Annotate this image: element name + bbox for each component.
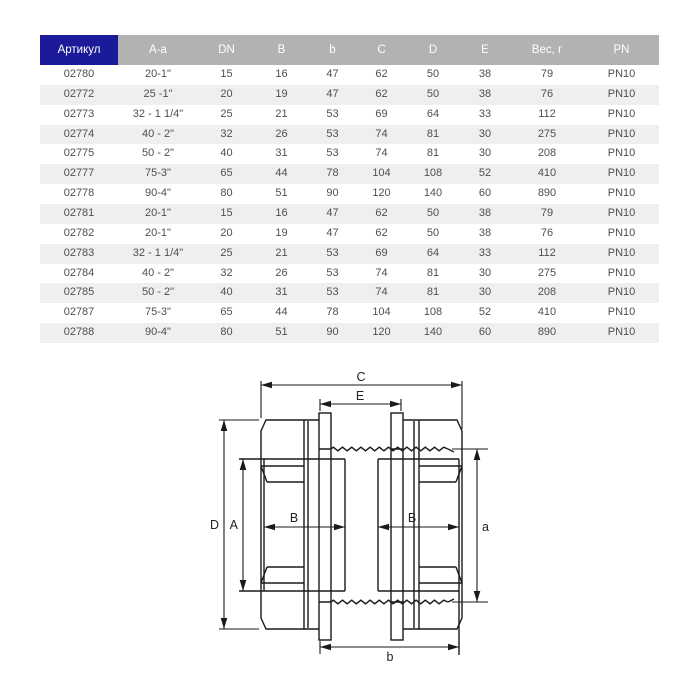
- table-cell: 30: [460, 125, 510, 145]
- table-cell: 38: [460, 85, 510, 105]
- table-cell: 62: [357, 65, 406, 85]
- table-cell: 64: [406, 105, 460, 125]
- table-cell: 50: [406, 85, 460, 105]
- table-cell: 75-3": [118, 164, 198, 184]
- table-cell: PN10: [584, 164, 659, 184]
- table-cell: 90-4": [118, 323, 198, 343]
- table-cell: 32: [198, 125, 255, 145]
- table-cell: 02781: [40, 204, 118, 224]
- table-cell: 90: [308, 184, 357, 204]
- dim-label-bore-width-left: B: [289, 511, 299, 525]
- table-cell: 32 - 1 1/4": [118, 244, 198, 264]
- table-cell: PN10: [584, 264, 659, 284]
- table-cell: 02778: [40, 184, 118, 204]
- table-cell: PN10: [584, 283, 659, 303]
- table-cell: 120: [357, 323, 406, 343]
- table-cell: 50: [406, 224, 460, 244]
- table-cell: 30: [460, 264, 510, 284]
- table-cell: 40 - 2": [118, 264, 198, 284]
- table-cell: 112: [510, 244, 584, 264]
- table-cell: 52: [460, 164, 510, 184]
- table-cell: 62: [357, 204, 406, 224]
- table-cell: 02788: [40, 323, 118, 343]
- table-cell: 26: [255, 125, 308, 145]
- table-cell: 410: [510, 303, 584, 323]
- dim-label-overall-length: C: [356, 370, 366, 384]
- table-cell: 02774: [40, 125, 118, 145]
- table-cell: PN10: [584, 303, 659, 323]
- column-header-pn: PN: [584, 35, 659, 65]
- thread-runout: [448, 449, 454, 602]
- table-cell: 50: [406, 204, 460, 224]
- table-cell: 38: [460, 204, 510, 224]
- table-cell: 21: [255, 105, 308, 125]
- table-cell: PN10: [584, 144, 659, 164]
- column-header-c: C: [357, 35, 406, 65]
- dim-label-bore-height: A: [229, 518, 238, 532]
- table-cell: 20-1": [118, 65, 198, 85]
- table-cell: 40: [198, 283, 255, 303]
- dim-label-body-height: D: [209, 518, 219, 532]
- table-cell: 19: [255, 224, 308, 244]
- table-cell: 62: [357, 85, 406, 105]
- table-cell: 104: [357, 303, 406, 323]
- table-cell: 81: [406, 283, 460, 303]
- table-cell: 38: [460, 65, 510, 85]
- table-cell: 50 - 2": [118, 144, 198, 164]
- column-header-b-low: b: [308, 35, 357, 65]
- column-header-d: D: [406, 35, 460, 65]
- left-bore: [239, 459, 345, 591]
- table-cell: 74: [357, 264, 406, 284]
- table-cell: 208: [510, 283, 584, 303]
- column-header-a-a: A-a: [118, 35, 198, 65]
- table-cell: 53: [308, 144, 357, 164]
- table-cell: 44: [255, 303, 308, 323]
- table-cell: 02784: [40, 264, 118, 284]
- table-cell: 20: [198, 224, 255, 244]
- table-cell: 410: [510, 164, 584, 184]
- table-cell: 81: [406, 125, 460, 145]
- table-cell: 33: [460, 244, 510, 264]
- table-cell: 65: [198, 164, 255, 184]
- table-cell: 02782: [40, 224, 118, 244]
- table-cell: 25 -1": [118, 85, 198, 105]
- table-cell: 31: [255, 144, 308, 164]
- table-cell: PN10: [584, 204, 659, 224]
- table-cell: 47: [308, 65, 357, 85]
- table-cell: 40 - 2": [118, 125, 198, 145]
- dim-label-bore-width-right: B: [407, 511, 417, 525]
- table-cell: 20-1": [118, 204, 198, 224]
- table-cell: PN10: [584, 85, 659, 105]
- dim-label-nut-span: E: [355, 389, 365, 403]
- table-cell: 78: [308, 164, 357, 184]
- table-cell: 53: [308, 264, 357, 284]
- table-cell: PN10: [584, 323, 659, 343]
- table-cell: 47: [308, 224, 357, 244]
- table-cell: 90: [308, 323, 357, 343]
- table-cell: 32 - 1 1/4": [118, 105, 198, 125]
- table-cell: 26: [255, 264, 308, 284]
- table-cell: 47: [308, 204, 357, 224]
- table-cell: PN10: [584, 65, 659, 85]
- table-cell: 75-3": [118, 303, 198, 323]
- table-cell: 33: [460, 105, 510, 125]
- table-cell: 52: [460, 303, 510, 323]
- column-header-article: Артикул: [40, 35, 118, 65]
- column-header-e: E: [460, 35, 510, 65]
- table-cell: 890: [510, 323, 584, 343]
- table-cell: 890: [510, 184, 584, 204]
- table-cell: 69: [357, 244, 406, 264]
- table-cell: 19: [255, 85, 308, 105]
- table-cell: 21: [255, 244, 308, 264]
- table-cell: PN10: [584, 224, 659, 244]
- table-cell: 120: [357, 184, 406, 204]
- thread-top: [331, 447, 448, 451]
- table-cell: 50 - 2": [118, 283, 198, 303]
- table-cell: 02773: [40, 105, 118, 125]
- table-cell: 80: [198, 184, 255, 204]
- table-cell: 74: [357, 283, 406, 303]
- table-cell: 60: [460, 184, 510, 204]
- table-cell: 108: [406, 303, 460, 323]
- table-cell: 53: [308, 105, 357, 125]
- table-cell: 79: [510, 204, 584, 224]
- table-cell: 76: [510, 85, 584, 105]
- table-cell: 20-1": [118, 224, 198, 244]
- table-cell: 16: [255, 204, 308, 224]
- table-cell: 30: [460, 144, 510, 164]
- table-cell: 32: [198, 264, 255, 284]
- table-cell: 76: [510, 224, 584, 244]
- table-cell: 02780: [40, 65, 118, 85]
- table-cell: 25: [198, 105, 255, 125]
- table-cell: 69: [357, 105, 406, 125]
- table-cell: 112: [510, 105, 584, 125]
- table-cell: 16: [255, 65, 308, 85]
- column-header-dn: DN: [198, 35, 255, 65]
- table-cell: 74: [357, 144, 406, 164]
- table-cell: 30: [460, 283, 510, 303]
- table-cell: 15: [198, 204, 255, 224]
- table-cell: 79: [510, 65, 584, 85]
- table-cell: 60: [460, 323, 510, 343]
- table-cell: 140: [406, 184, 460, 204]
- table-cell: 81: [406, 144, 460, 164]
- table-cell: 15: [198, 65, 255, 85]
- table-cell: 80: [198, 323, 255, 343]
- table-cell: PN10: [584, 244, 659, 264]
- table-cell: PN10: [584, 184, 659, 204]
- thread-bottom: [331, 600, 448, 604]
- table-cell: 20: [198, 85, 255, 105]
- table-cell: 62: [357, 224, 406, 244]
- table-cell: PN10: [584, 125, 659, 145]
- table-cell: 40: [198, 144, 255, 164]
- table-cell: 104: [357, 164, 406, 184]
- table-cell: 02775: [40, 144, 118, 164]
- table-cell: 90-4": [118, 184, 198, 204]
- table-cell: 02783: [40, 244, 118, 264]
- table-cell: 74: [357, 125, 406, 145]
- table-cell: 50: [406, 65, 460, 85]
- table-cell: 51: [255, 184, 308, 204]
- table-cell: 65: [198, 303, 255, 323]
- column-header-b-cap: B: [255, 35, 308, 65]
- table-cell: PN10: [584, 105, 659, 125]
- table-cell: 208: [510, 144, 584, 164]
- extension-lines: [219, 381, 462, 654]
- table-cell: 275: [510, 125, 584, 145]
- table-cell: 140: [406, 323, 460, 343]
- table-cell: 81: [406, 264, 460, 284]
- dim-label-thread-height: a: [482, 520, 489, 534]
- table-cell: 53: [308, 244, 357, 264]
- table-cell: 02777: [40, 164, 118, 184]
- table-cell: 78: [308, 303, 357, 323]
- table-cell: 108: [406, 164, 460, 184]
- table-cell: 47: [308, 85, 357, 105]
- table-cell: 51: [255, 323, 308, 343]
- table-cell: 38: [460, 224, 510, 244]
- table-cell: 275: [510, 264, 584, 284]
- column-header-weight: Вес, г: [510, 35, 584, 65]
- dim-label-tail-length: b: [386, 650, 394, 664]
- table-cell: 25: [198, 244, 255, 264]
- table-cell: 53: [308, 125, 357, 145]
- table-cell: 44: [255, 164, 308, 184]
- table-cell: 02785: [40, 283, 118, 303]
- table-cell: 64: [406, 244, 460, 264]
- table-cell: 02772: [40, 85, 118, 105]
- table-cell: 31: [255, 283, 308, 303]
- table-cell: 53: [308, 283, 357, 303]
- table-cell: 02787: [40, 303, 118, 323]
